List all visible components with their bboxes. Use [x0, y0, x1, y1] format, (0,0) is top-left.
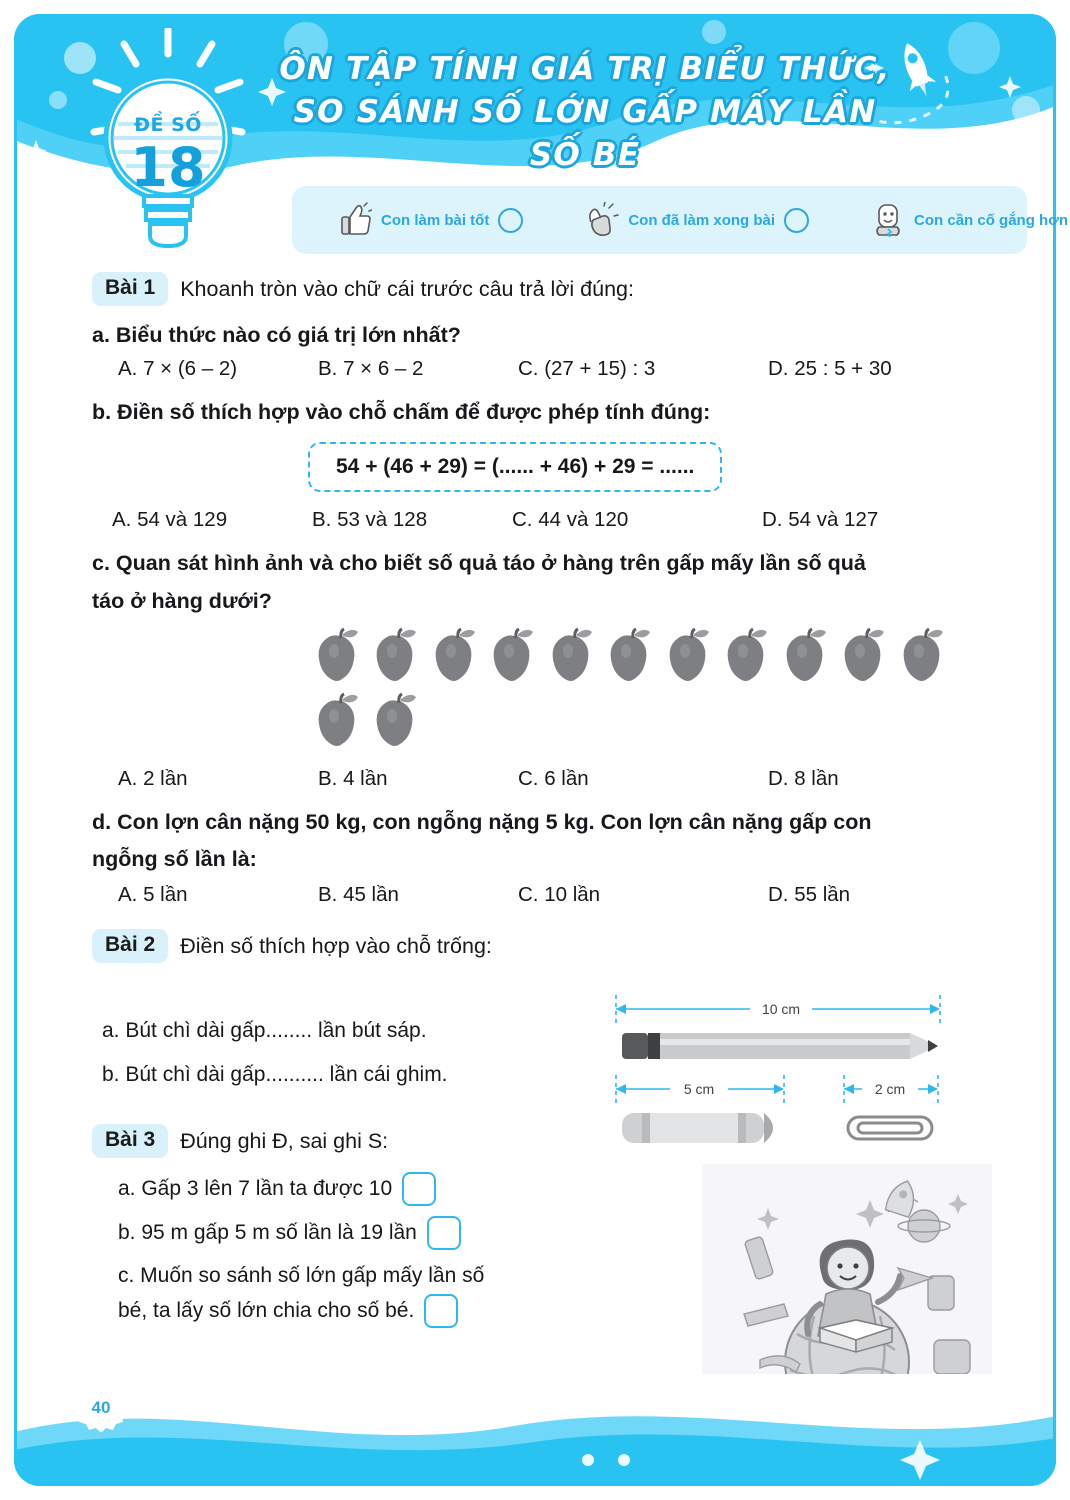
- apple-icon: [491, 627, 543, 688]
- option-c[interactable]: C. 6 lần: [518, 766, 589, 790]
- apple-row-bottom: [316, 692, 1010, 753]
- exercise-1-header: [92, 272, 1010, 306]
- item-c-text-line1: c. Muốn so sánh số lớn gấp mấy lần số: [118, 1264, 485, 1288]
- option-a[interactable]: A. 7 × (6 – 2): [118, 357, 238, 381]
- answer-box-c[interactable]: [424, 1294, 458, 1328]
- exercise-2-chip: Bài 2: [92, 929, 168, 963]
- option-a[interactable]: A. 5 lần: [118, 883, 188, 907]
- apple-icon: [316, 627, 368, 688]
- assessment-label: Con cần cố gắng hơn: [914, 211, 1069, 229]
- question-1c-options: [118, 767, 1010, 791]
- self-assessment-bar: [292, 186, 1069, 254]
- answer-box-b[interactable]: [427, 1216, 461, 1250]
- page-number-badge: [74, 1386, 128, 1432]
- question-1a-text: a. Biểu thức nào có giá trị lớn nhất?: [92, 323, 461, 347]
- exercise-3-item-c-line1: [118, 1260, 630, 1292]
- exercise-2-blanks: [70, 1015, 630, 1090]
- item-c-text-line2: bé, ta lấy số lớn chia cho số bé.: [118, 1298, 415, 1322]
- assessment-option-done[interactable]: [573, 202, 821, 238]
- option-a[interactable]: A. 2 lần: [118, 766, 188, 790]
- question-1d-text-line2: ngỗng số lần là:: [92, 846, 257, 871]
- apple-row-top: [316, 627, 1010, 688]
- assessment-option-good[interactable]: [326, 202, 535, 238]
- apple-icon: [901, 627, 953, 688]
- footer-banner: [14, 1374, 1056, 1486]
- apple-icon: [725, 627, 777, 688]
- option-d[interactable]: D. 55 lần: [768, 883, 851, 907]
- exercise-3-item-c-line2: [118, 1294, 630, 1328]
- option-c[interactable]: C. 10 lần: [518, 883, 601, 907]
- exercise-2-body: [70, 1001, 1010, 1098]
- pencil-icon: [622, 1033, 938, 1059]
- title-line-1: ÔN TẬP TÍNH GIÁ TRỊ BIỂU THỨC,: [279, 51, 891, 87]
- crayon-icon: [622, 1113, 773, 1143]
- apple-icon: [316, 692, 368, 753]
- flexing-arm-icon: [871, 202, 905, 238]
- badge-label: ĐỀ SỐ: [134, 114, 202, 136]
- measure-pencil-label: 10 cm: [761, 1001, 801, 1018]
- exercise-2-header: [92, 929, 1010, 963]
- stationery-measure-illustration: [608, 989, 988, 1164]
- apple-icon: [550, 627, 602, 688]
- assessment-label: Con làm bài tốt: [381, 211, 490, 229]
- question-1c-text-line2: táo ở hàng dưới?: [92, 588, 272, 613]
- question-1b-options: [112, 508, 1010, 532]
- option-b[interactable]: B. 45 lần: [318, 883, 399, 907]
- apple-icon: [784, 627, 836, 688]
- question-1a-options: [118, 357, 1010, 381]
- paperclip-icon: [848, 1117, 932, 1139]
- page-number: 40: [91, 1398, 111, 1417]
- option-c[interactable]: C. 44 và 120: [512, 508, 629, 532]
- answer-box-a[interactable]: [402, 1172, 436, 1206]
- exercise-2-item-b[interactable]: b. Bút chì dài gấp.......... lần cái ghim.: [102, 1062, 448, 1086]
- question-1c-text-line1: c. Quan sát hình ảnh và cho biết số quả táo ở hàng trên gấp mấy lần số quả: [92, 551, 866, 576]
- badge-number: 18: [130, 136, 206, 199]
- exercise-1-instruction: Khoanh tròn vào chữ cái trước câu trả lời đúng:: [180, 276, 634, 301]
- apple-icon: [667, 627, 719, 688]
- measure-clip-label: 2 cm: [874, 1081, 906, 1098]
- exercise-3-item-a: [118, 1172, 630, 1206]
- question-1b-text: b. Điền số thích hợp vào chỗ chấm để được phép tính đúng:: [92, 400, 711, 425]
- page-title: [265, 48, 905, 176]
- question-1d-options: [118, 883, 1010, 907]
- thumbs-up-icon: [338, 202, 372, 238]
- exercise-2-item-a[interactable]: a. Bút chì dài gấp........ lần bút sáp.: [102, 1019, 427, 1043]
- apple-icon: [433, 627, 485, 688]
- exercise-3-item-b: [118, 1216, 630, 1250]
- option-b[interactable]: B. 4 lần: [318, 766, 388, 790]
- option-c[interactable]: C. (27 + 15) : 3: [518, 357, 656, 381]
- worksheet-content: [70, 272, 1010, 1338]
- question-1b-expression: 54 + (46 + 29) = (...... + 46) + 29 = ......: [308, 442, 722, 492]
- item-b-text: b. 95 m gấp 5 m số lần là 19 lần: [118, 1221, 417, 1245]
- question-1d-text-line1: d. Con lợn cân nặng 50 kg, con ngỗng nặng 5 kg. Con lợn cân nặng gấp con: [92, 809, 872, 834]
- exercise-1-chip: Bài 1: [92, 272, 168, 306]
- exercise-3-items: [70, 1172, 630, 1328]
- option-b[interactable]: B. 7 × 6 – 2: [318, 357, 424, 381]
- exercise-2-instruction: Điền số thích hợp vào chỗ trống:: [180, 933, 492, 958]
- assessment-checkbox[interactable]: [498, 208, 523, 233]
- apple-icon: [374, 627, 426, 688]
- option-a[interactable]: A. 54 và 129: [112, 508, 228, 532]
- measure-crayon-label: 5 cm: [683, 1081, 715, 1098]
- exercise-3-body: [70, 1172, 1010, 1328]
- assessment-checkbox[interactable]: [784, 208, 809, 233]
- option-d[interactable]: D. 8 lần: [768, 766, 839, 790]
- option-d[interactable]: D. 54 và 127: [762, 508, 879, 532]
- clapping-hands-icon: [585, 202, 619, 238]
- option-b[interactable]: B. 53 và 128: [312, 508, 428, 532]
- apple-icon: [608, 627, 660, 688]
- option-d[interactable]: D. 25 : 5 + 30: [768, 357, 892, 381]
- exercise-3-instruction: Đúng ghi Đ, sai ghi S:: [180, 1128, 389, 1153]
- assessment-option-tryharder[interactable]: [859, 202, 1070, 238]
- exercise-3-chip: Bài 3: [92, 1124, 168, 1158]
- assessment-label: Con đã làm xong bài: [628, 211, 776, 229]
- lesson-number-badge: [88, 28, 248, 268]
- apple-icon: [374, 692, 426, 753]
- apple-icon: [842, 627, 894, 688]
- item-a-text: a. Gấp 3 lên 7 lần ta được 10: [118, 1177, 393, 1201]
- title-line-2: SO SÁNH SỐ LỚN GẤP MẤY LẦN SỐ BÉ: [293, 93, 877, 173]
